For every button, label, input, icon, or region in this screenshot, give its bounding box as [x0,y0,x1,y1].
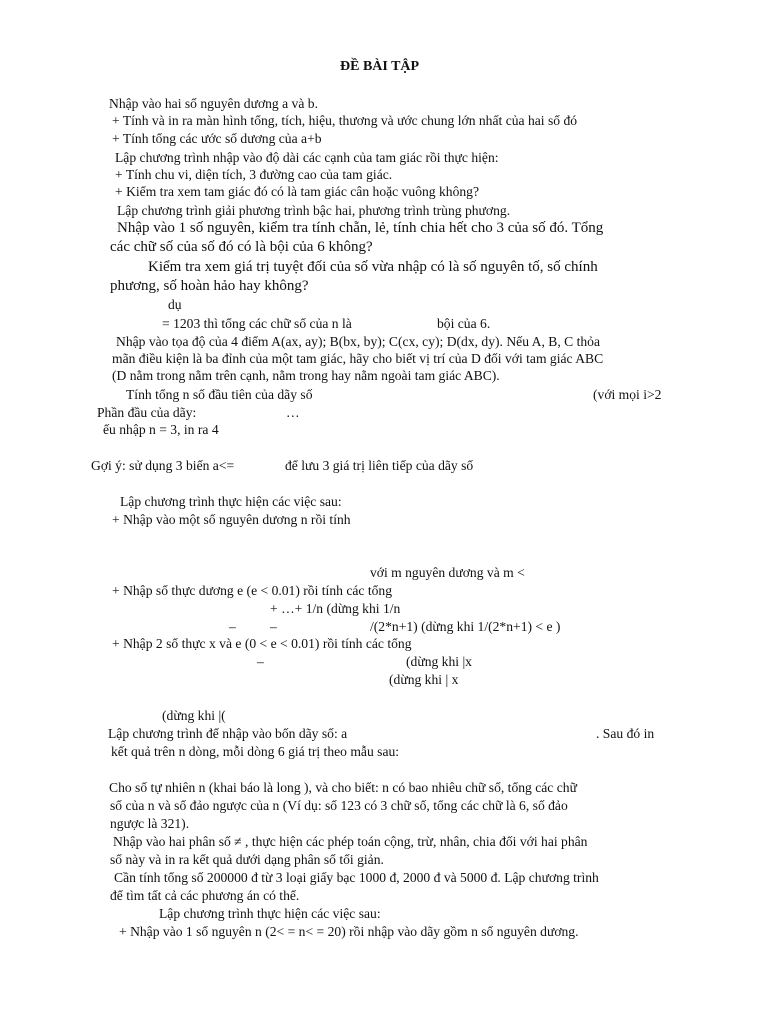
text-line: kết quả trên n dòng, mỗi dòng 6 giá trị theo mẫu sau: [111,744,400,759]
text-line: Kiểm tra xem giá trị tuyệt đối của số vừa nhập có là số nguyên tố, số chính [148,259,598,275]
text-line: ngược là 321). [110,816,190,831]
text-line: – [270,619,277,634]
text-line: + Tính và in ra màn hình tổng, tích, hiệu, thương và ước chung lớn nhất của hai số đó [112,113,578,128]
text-line: Lập chương trình nhập vào độ dài các cạnh của tam giác rồi thực hiện: [115,150,499,165]
text-line: phương, số hoàn hảo hay không? [110,278,309,294]
text-line: + Tính tổng các ước số dương của a+b [112,131,322,146]
text-line: ếu nhập n = 3, in ra 4 [103,422,219,437]
text-line: Gợi ý: sử dụng 3 biến a<= [91,458,235,473]
text-line: + …+ 1/n (dừng khi 1/n [270,601,401,616]
text-line: /(2*n+1) (dừng khi 1/(2*n+1) < e ) [370,619,561,634]
text-line: – [257,654,264,669]
text-line: Cần tính tổng số 200000 đ từ 3 loại giấy bạc 1000 đ, 2000 đ và 5000 đ. Lập chương trình [114,870,599,885]
text-line: (D nằm trong nằm trên cạnh, nằm trong hay nằm ngoài tam giác ABC). [112,368,500,383]
text-line: Lập chương trình giải phương trình bậc hai, phương trình trùng phương. [117,203,511,218]
text-line: + Nhập số thực dương e (e < 0.01) rồi tính các tổng [112,583,392,598]
text-line: (dừng khi |( [162,708,226,723]
text-line: (dừng khi |x [406,654,472,669]
text-line: với m nguyên dương và m < [370,565,525,580]
text-line: để lưu 3 giá trị liên tiếp của dãy số [285,458,474,473]
text-line: Phần đầu của dãy: [97,405,197,420]
text-line: + Nhập vào 1 số nguyên n (2< = n< = 20) rồi nhập vào dãy gồm n số nguyên dương. [119,924,579,939]
text-line: Nhập vào hai số nguyên dương a và b. [109,96,318,111]
text-line: = 1203 thì tổng các chữ số của n là [162,316,352,331]
text-line: Nhập vào hai phân số ≠ , thực hiện các phép toán cộng, trừ, nhân, chia đối với hai phân [113,834,588,849]
text-line: (với mọi i>2 [593,387,662,402]
text-line: … [286,405,300,420]
text-line: mãn điều kiện là ba đỉnh của một tam giác, hãy cho biết vị trí của D đối với tam giác ABC [112,351,604,366]
document-title: ĐỀ BÀI TẬP [340,59,420,74]
text-line: + Nhập 2 số thực x và e (0 < e < 0.01) rồi tính các tổng [112,636,412,651]
text-line: . Sau đó in [596,726,655,741]
text-line: + Tính chu vi, diện tích, 3 đường cao của tam giác. [115,167,393,182]
text-line: – [229,619,236,634]
text-line: số này và in ra kết quả dưới dạng phân số tối giản. [110,852,384,867]
text-line: Lập chương trình thực hiện các việc sau: [120,494,342,509]
text-line: Lập chương trình thực hiện các việc sau: [159,906,381,921]
text-line: + Nhập vào một số nguyên dương n rồi tính [112,512,351,527]
text-line: (dừng khi | x [389,672,459,687]
text-line: bội của 6. [437,316,491,331]
text-line: dụ [168,297,182,312]
text-line: để tìm tất cả các phương án có thể. [110,888,300,903]
text-line: + Kiểm tra xem tam giác đó có là tam giác cân hoặc vuông không? [115,184,479,199]
text-line: Tính tổng n số đầu tiên của dãy số [126,387,313,402]
text-line: Lập chương trình để nhập vào bốn dãy số: a [108,726,348,741]
text-line: Nhập vào 1 số nguyên, kiểm tra tính chẵn, lẻ, tính chia hết cho 3 của số đó. Tổng [117,220,604,236]
text-line: số của n và số đảo ngược của n (Ví dụ: số 123 có 3 chữ số, tổng các chữ là 6, số đảo [110,798,568,813]
text-line: Nhập vào tọa độ của 4 điểm A(ax, ay); B(bx, by); C(cx, cy); D(dx, dy). Nếu A, B, C thỏa [116,334,600,349]
text-line: Cho số tự nhiên n (khai báo là long ), và cho biết: n có bao nhiêu chữ số, tổng các chữ [109,780,577,795]
text-line: các chữ số của số đó có là bội của 6 không? [110,239,373,255]
